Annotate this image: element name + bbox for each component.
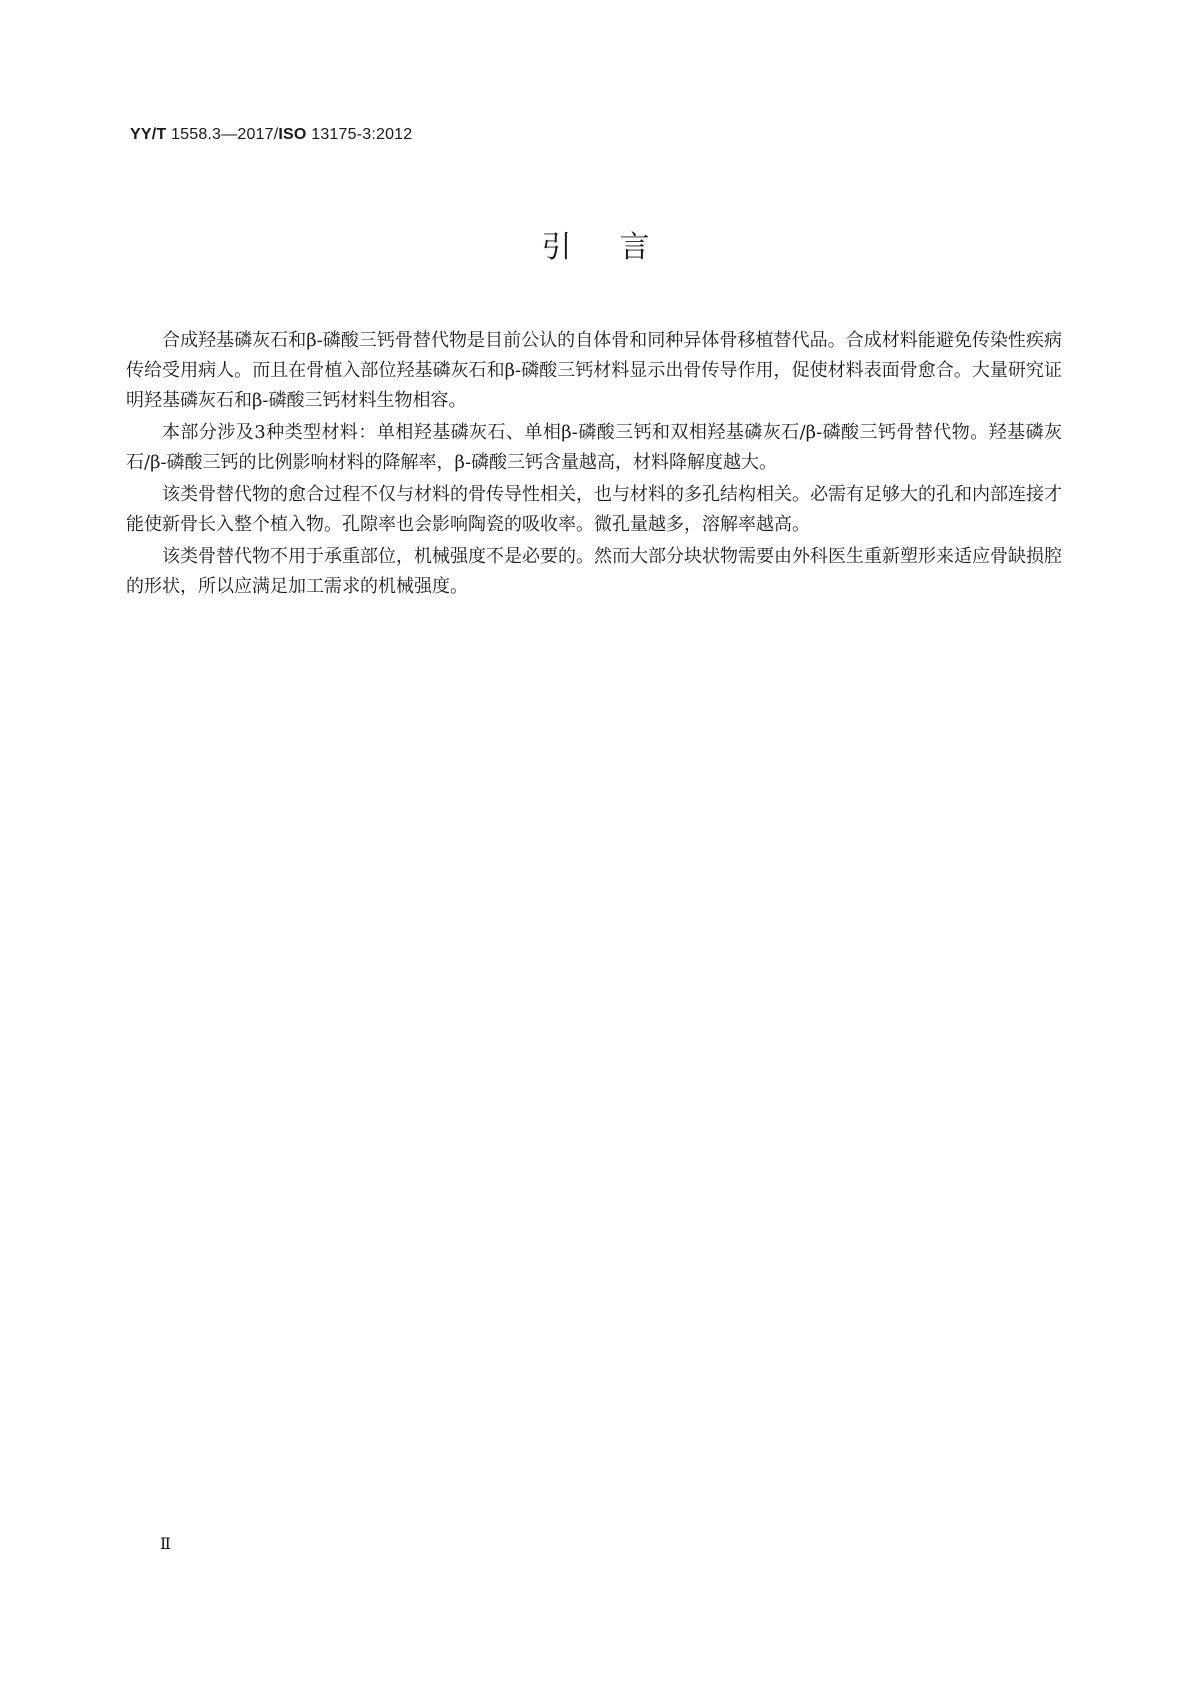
page-number: Ⅱ	[160, 1534, 171, 1553]
paragraph: 该类骨替代物的愈合过程不仅与材料的骨传导性相关，也与材料的多孔结构相关。必需有足够大的孔和内部连接才能使新骨长入整个植入物。孔隙率也会影响陶瓷的吸收率。微孔量越多，溶解率越高。	[126, 484, 1062, 535]
paragraph: 合成羟基磷灰石和β-磷酸三钙骨替代物是目前公认的自体骨和同种异体骨移植替代品。合成材料能避免传染性疾病传给受用病人。而且在骨植入部位羟基磷灰石和β-磷酸三钙材料显示出骨传导作用，促使材料表面骨愈合。大量研究证明羟基磷灰石和β-磷酸三钙材料生物相容。	[126, 330, 1062, 411]
standard-code-prefix: YY/T	[130, 126, 167, 143]
standard-code-header	[130, 126, 412, 144]
introduction-body	[126, 326, 1062, 604]
section-title: 引言	[541, 230, 698, 265]
paragraph: 本部分涉及3种类型材料：单相羟基磷灰石、单相β-磷酸三钙和双相羟基磷灰石/β-磷酸三钙骨替代物。羟基磷灰石/β-磷酸三钙的比例影响材料的降解率，β-磷酸三钙含量越高，材料降解度越大。	[126, 422, 1062, 473]
paragraph: 该类骨替代物不用于承重部位，机械强度不是必要的。然而大部分块状物需要由外科医生重新塑形来适应骨缺损腔的形状，所以应满足加工需求的机械强度。	[126, 546, 1062, 597]
standard-code-iso-number: 13175-3:2012	[306, 126, 413, 143]
standard-code-iso: ISO	[278, 126, 307, 143]
standard-code-number: 1558.3—2017/	[166, 126, 279, 143]
